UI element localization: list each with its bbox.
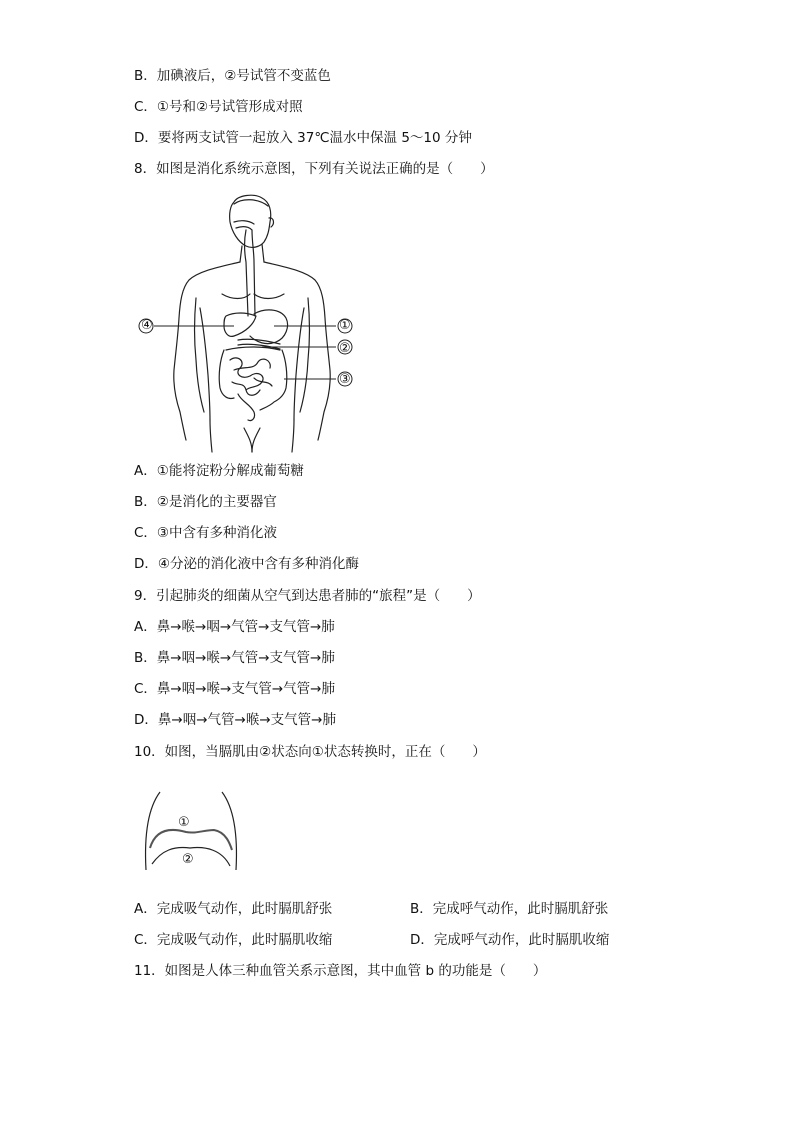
q7-option-c: C．①号和②号试管形成对照: [134, 99, 303, 115]
q10-option-a: A．完成吸气动作，此时膈肌舒张: [134, 901, 333, 917]
q7-option-d: D．要将两支试管一起放入 37℃温水中保温 5～10 分钟: [134, 130, 472, 146]
q10-option-c: C．完成吸气动作，此时膈肌收缩: [134, 932, 333, 948]
fig10-label-1: ①: [178, 815, 190, 830]
q8-option-d: D．④分泌的消化液中含有多种消化酶: [134, 556, 359, 572]
q8-stem: 8．如图是消化系统示意图，下列有关说法正确的是（ ）: [134, 161, 494, 177]
fig8-label-4: ④: [141, 318, 153, 333]
q9-option-d: D．鼻→咽→气管→喉→支气管→肺: [134, 712, 336, 728]
q11-stem: 11．如图是人体三种血管关系示意图，其中血管 b 的功能是（ ）: [134, 963, 547, 979]
fig8-label-1: ①: [339, 318, 351, 333]
fig8-label-3: ③: [339, 372, 351, 387]
q10-option-b: B．完成呼气动作，此时膈肌舒张: [410, 901, 609, 917]
q10-stem: 10．如图，当膈肌由②状态向①状态转换时，正在（ ）: [134, 744, 486, 760]
fig10-label-2: ②: [182, 852, 194, 867]
q8-option-a: A．①能将淀粉分解成葡萄糖: [134, 463, 304, 479]
q9-option-a: A．鼻→喉→咽→气管→支气管→肺: [134, 619, 335, 635]
q9-stem: 9．引起肺炎的细菌从空气到达患者肺的“旅程”是（ ）: [134, 588, 481, 604]
q10-option-d: D．完成呼气动作，此时膈肌收缩: [410, 932, 610, 948]
fig8-label-2: ②: [339, 341, 351, 356]
q8-option-b: B．②是消化的主要器官: [134, 494, 277, 510]
q9-option-c: C．鼻→咽→喉→支气管→气管→肺: [134, 681, 335, 697]
digestive-system-figure: [134, 190, 374, 455]
q8-option-c: C．③中含有多种消化液: [134, 525, 278, 541]
q9-option-b: B．鼻→咽→喉→气管→支气管→肺: [134, 650, 335, 666]
q7-option-b: B．加碘液后，②号试管不变蓝色: [134, 68, 331, 84]
